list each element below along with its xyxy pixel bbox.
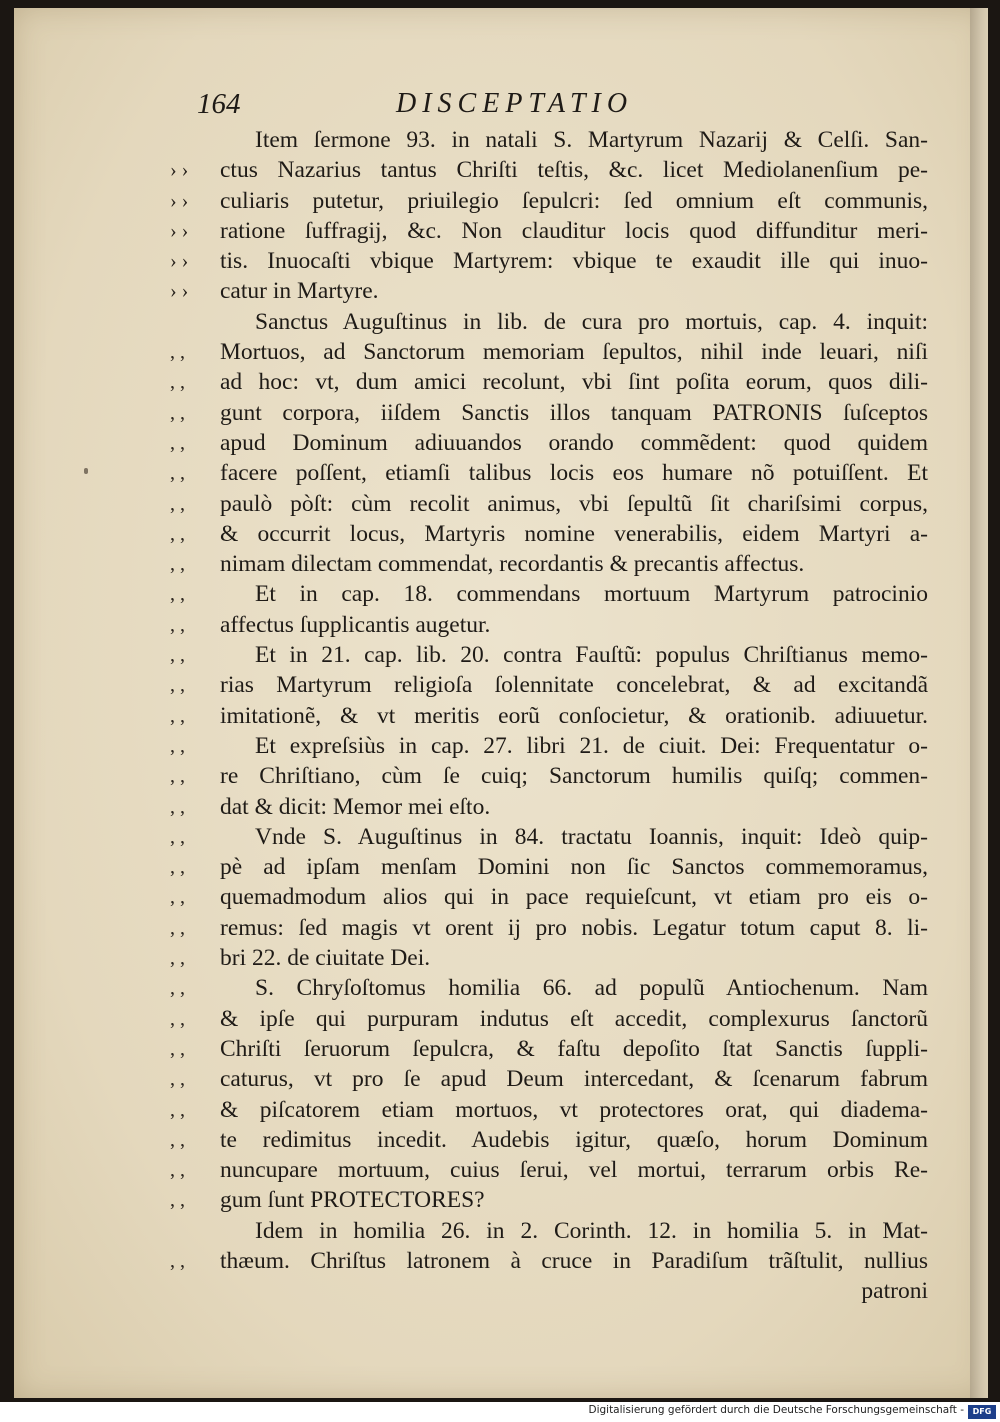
text-line [170, 246, 928, 276]
quote-marker: › › [170, 189, 189, 212]
line-text: re Chriſtiano, cùm ſe cuiq; Sanctorum humilis quiſq; commen- [220, 763, 928, 790]
quote-marker: , , [170, 1037, 185, 1060]
line-text: gum ſunt PROTECTORES? [220, 1187, 485, 1214]
line-text: nimam dilectam commendat, recordantis & precantis affectus. [220, 551, 805, 578]
text-line [170, 1246, 928, 1276]
quote-marker: , , [170, 825, 185, 848]
quote-marker: › › [170, 250, 189, 273]
line-text: Idem in homilia 26. in 2. Corinth. 12. in homilia 5. in Mat- [255, 1217, 928, 1244]
line-text: & occurrit locus, Martyris nomine venerabilis, eidem Martyri a- [220, 520, 928, 547]
text-line [170, 1276, 928, 1306]
text-line [170, 701, 928, 731]
quote-marker: , , [170, 734, 185, 757]
footer-credit: Digitalisierung gefördert durch die Deutsche Forschungsgemeinschaft - [588, 1404, 964, 1416]
quote-marker: , , [170, 371, 185, 394]
text-line [170, 761, 928, 791]
text-line [170, 822, 928, 852]
quote-marker: › › [170, 159, 189, 182]
line-text: patroni [861, 1278, 928, 1305]
text-line [170, 519, 928, 549]
text-line [170, 882, 928, 912]
quote-marker: , , [170, 431, 185, 454]
page-edge-shadow [970, 8, 988, 1398]
line-text: ratione ſuffragij, &c. Non clauditur locis quod diffunditur meri- [220, 217, 928, 244]
line-text: Item ſermone 93. in natali S. Martyrum Nazarij & Celſi. San- [255, 127, 928, 153]
dfg-logo: DFG [968, 1405, 996, 1419]
text-line [170, 216, 928, 246]
line-text: rias Martyrum religioſa ſolennitate concelebrat, & ad excitandã [220, 672, 928, 699]
text-line [170, 1185, 928, 1215]
text-line [170, 186, 928, 216]
text-line [170, 1095, 928, 1125]
line-text: nuncupare mortuum, cuius ſerui, vel mortui, terrarum orbis Re- [220, 1157, 928, 1184]
quote-marker: , , [170, 583, 185, 606]
line-text: gunt corpora, iiſdem Sanctis illos tanquam PATRONIS ſuſceptos [220, 399, 928, 426]
quote-marker: , , [170, 704, 185, 727]
text-line [170, 155, 928, 185]
text-line [170, 125, 928, 155]
line-text: Et expreſsiùs in cap. 27. libri 21. de ciuit. Dei: Frequentatur o- [255, 732, 928, 759]
text-block [170, 125, 928, 1307]
text-line [170, 943, 928, 973]
quote-marker: , , [170, 977, 185, 1000]
text-line [170, 337, 928, 367]
text-line [170, 640, 928, 670]
quote-marker: , , [170, 492, 185, 515]
quote-marker: , , [170, 522, 185, 545]
text-line [170, 398, 928, 428]
quote-marker: , , [170, 1159, 185, 1182]
text-line [170, 913, 928, 943]
running-title: DISCEPTATIO [396, 88, 634, 119]
text-line [170, 276, 928, 306]
quote-marker: , , [170, 401, 185, 424]
line-text: Et in cap. 18. commendans mortuum Martyrum patrocinio [255, 581, 928, 608]
page-header [14, 82, 988, 126]
line-text: thæum. Chriſtus latronem à cruce in Paradiſum trãſtulit, nullius [220, 1247, 928, 1274]
line-text: tis. Inuocaſti vbique Martyrem: vbique te exaudit ille qui inuo- [220, 248, 928, 275]
quote-marker: , , [170, 947, 185, 970]
text-line [170, 1125, 928, 1155]
quote-marker: , , [170, 1128, 185, 1151]
line-text: affectus ſupplicantis augetur. [220, 611, 491, 638]
quote-marker: , , [170, 674, 185, 697]
text-line [170, 428, 928, 458]
text-line [170, 1034, 928, 1064]
text-line [170, 1155, 928, 1185]
line-text: Sanctus Auguſtinus in lib. de cura pro mortuis, cap. 4. inquit: [255, 308, 928, 335]
line-text: Mortuos, ad Sanctorum memoriam ſepultos, nihil inde leuari, niſi [220, 339, 928, 366]
book-page [14, 8, 988, 1398]
quote-marker: , , [170, 765, 185, 788]
line-text: & piſcatorem etiam mortuos, vt protectores orat, qui diadema- [220, 1096, 928, 1123]
quote-marker: , , [170, 795, 185, 818]
text-line [170, 1004, 928, 1034]
text-line [170, 1064, 928, 1094]
quote-marker: , , [170, 1249, 185, 1272]
ink-smudge [84, 468, 88, 474]
quote-marker: , , [170, 1068, 185, 1091]
quote-marker: , , [170, 462, 185, 485]
text-line [170, 852, 928, 882]
text-line [170, 549, 928, 579]
line-text: ad hoc: vt, dum amici recolunt, vbi ſint poſita eorum, quos dili- [220, 369, 928, 396]
quote-marker: , , [170, 341, 185, 364]
line-text: paulò pòſt: cùm recolit animus, vbi ſepultũ ſit chariſsimi corpus, [220, 490, 928, 517]
text-line [170, 1216, 928, 1246]
quote-marker: , , [170, 644, 185, 667]
text-line [170, 973, 928, 1003]
text-line [170, 307, 928, 337]
line-text: S. Chryſoſtomus homilia 66. ad populũ Antiochenum. Nam [255, 975, 928, 1002]
line-text: & ipſe qui purpuram indutus eſt accedit, complexurus ſanctorũ [220, 1005, 928, 1032]
line-text: dat & dicit: Memor mei eſto. [220, 793, 491, 820]
line-text: facere poſſent, etiamſi talibus locis eos humare nõ potuiſſent. Et [220, 460, 928, 487]
page-number: 164 [197, 88, 241, 120]
line-text: quemadmodum alios qui in pace requieſcunt, vt etiam pro eis o- [220, 884, 928, 911]
quote-marker: , , [170, 1098, 185, 1121]
text-line [170, 458, 928, 488]
quote-marker: , , [170, 856, 185, 879]
quote-marker: , , [170, 1189, 185, 1212]
line-text: remus: ſed magis vt orent ij pro nobis. Legatur totum caput 8. li- [220, 914, 928, 941]
line-text: apud Dominum adiuuandos orando commẽdent: quod quidem [220, 429, 928, 456]
text-line [170, 579, 928, 609]
text-line [170, 792, 928, 822]
quote-marker: › › [170, 219, 189, 242]
text-line [170, 489, 928, 519]
quote-marker: , , [170, 916, 185, 939]
quote-marker: , , [170, 613, 185, 636]
line-text: imitationẽ, & vt meritis eorũ conſocietur, & orationib. adiuuetur. [220, 702, 928, 729]
quote-marker: , , [170, 1007, 185, 1030]
line-text: bri 22. de ciuitate Dei. [220, 945, 431, 972]
line-text: pè ad ipſam menſam Domini non ſic Sanctos commemoramus, [220, 854, 928, 881]
line-text: ctus Nazarius tantus Chriſti teſtis, &c. licet Mediolanenſium pe- [220, 157, 928, 184]
quote-marker: , , [170, 886, 185, 909]
text-line [170, 367, 928, 397]
line-text: Vnde S. Auguſtinus in 84. tractatu Ioannis, inquit: Ideò quip- [255, 823, 928, 850]
line-text: catur in Martyre. [220, 278, 379, 305]
quote-marker: › › [170, 280, 189, 303]
line-text: culiaris putetur, priuilegio ſepulcri: ſed omnium eſt communis, [220, 187, 928, 214]
text-line [170, 610, 928, 640]
line-text: Chriſti ſeruorum ſepulcra, & faſtu depoſito ſtat Sanctis ſuppli- [220, 1035, 928, 1062]
quote-marker: , , [170, 553, 185, 576]
line-text: Et in 21. cap. lib. 20. contra Fauſtũ: populus Chriſtianus memo- [255, 642, 928, 669]
line-text: caturus, vt pro ſe apud Deum intercedant, & ſcenarum fabrum [220, 1066, 928, 1093]
text-line [170, 670, 928, 700]
line-text: te redimitus incedit. Audebis igitur, quæſo, horum Dominum [220, 1126, 928, 1153]
text-line [170, 731, 928, 761]
footer-bar [0, 1402, 1000, 1422]
